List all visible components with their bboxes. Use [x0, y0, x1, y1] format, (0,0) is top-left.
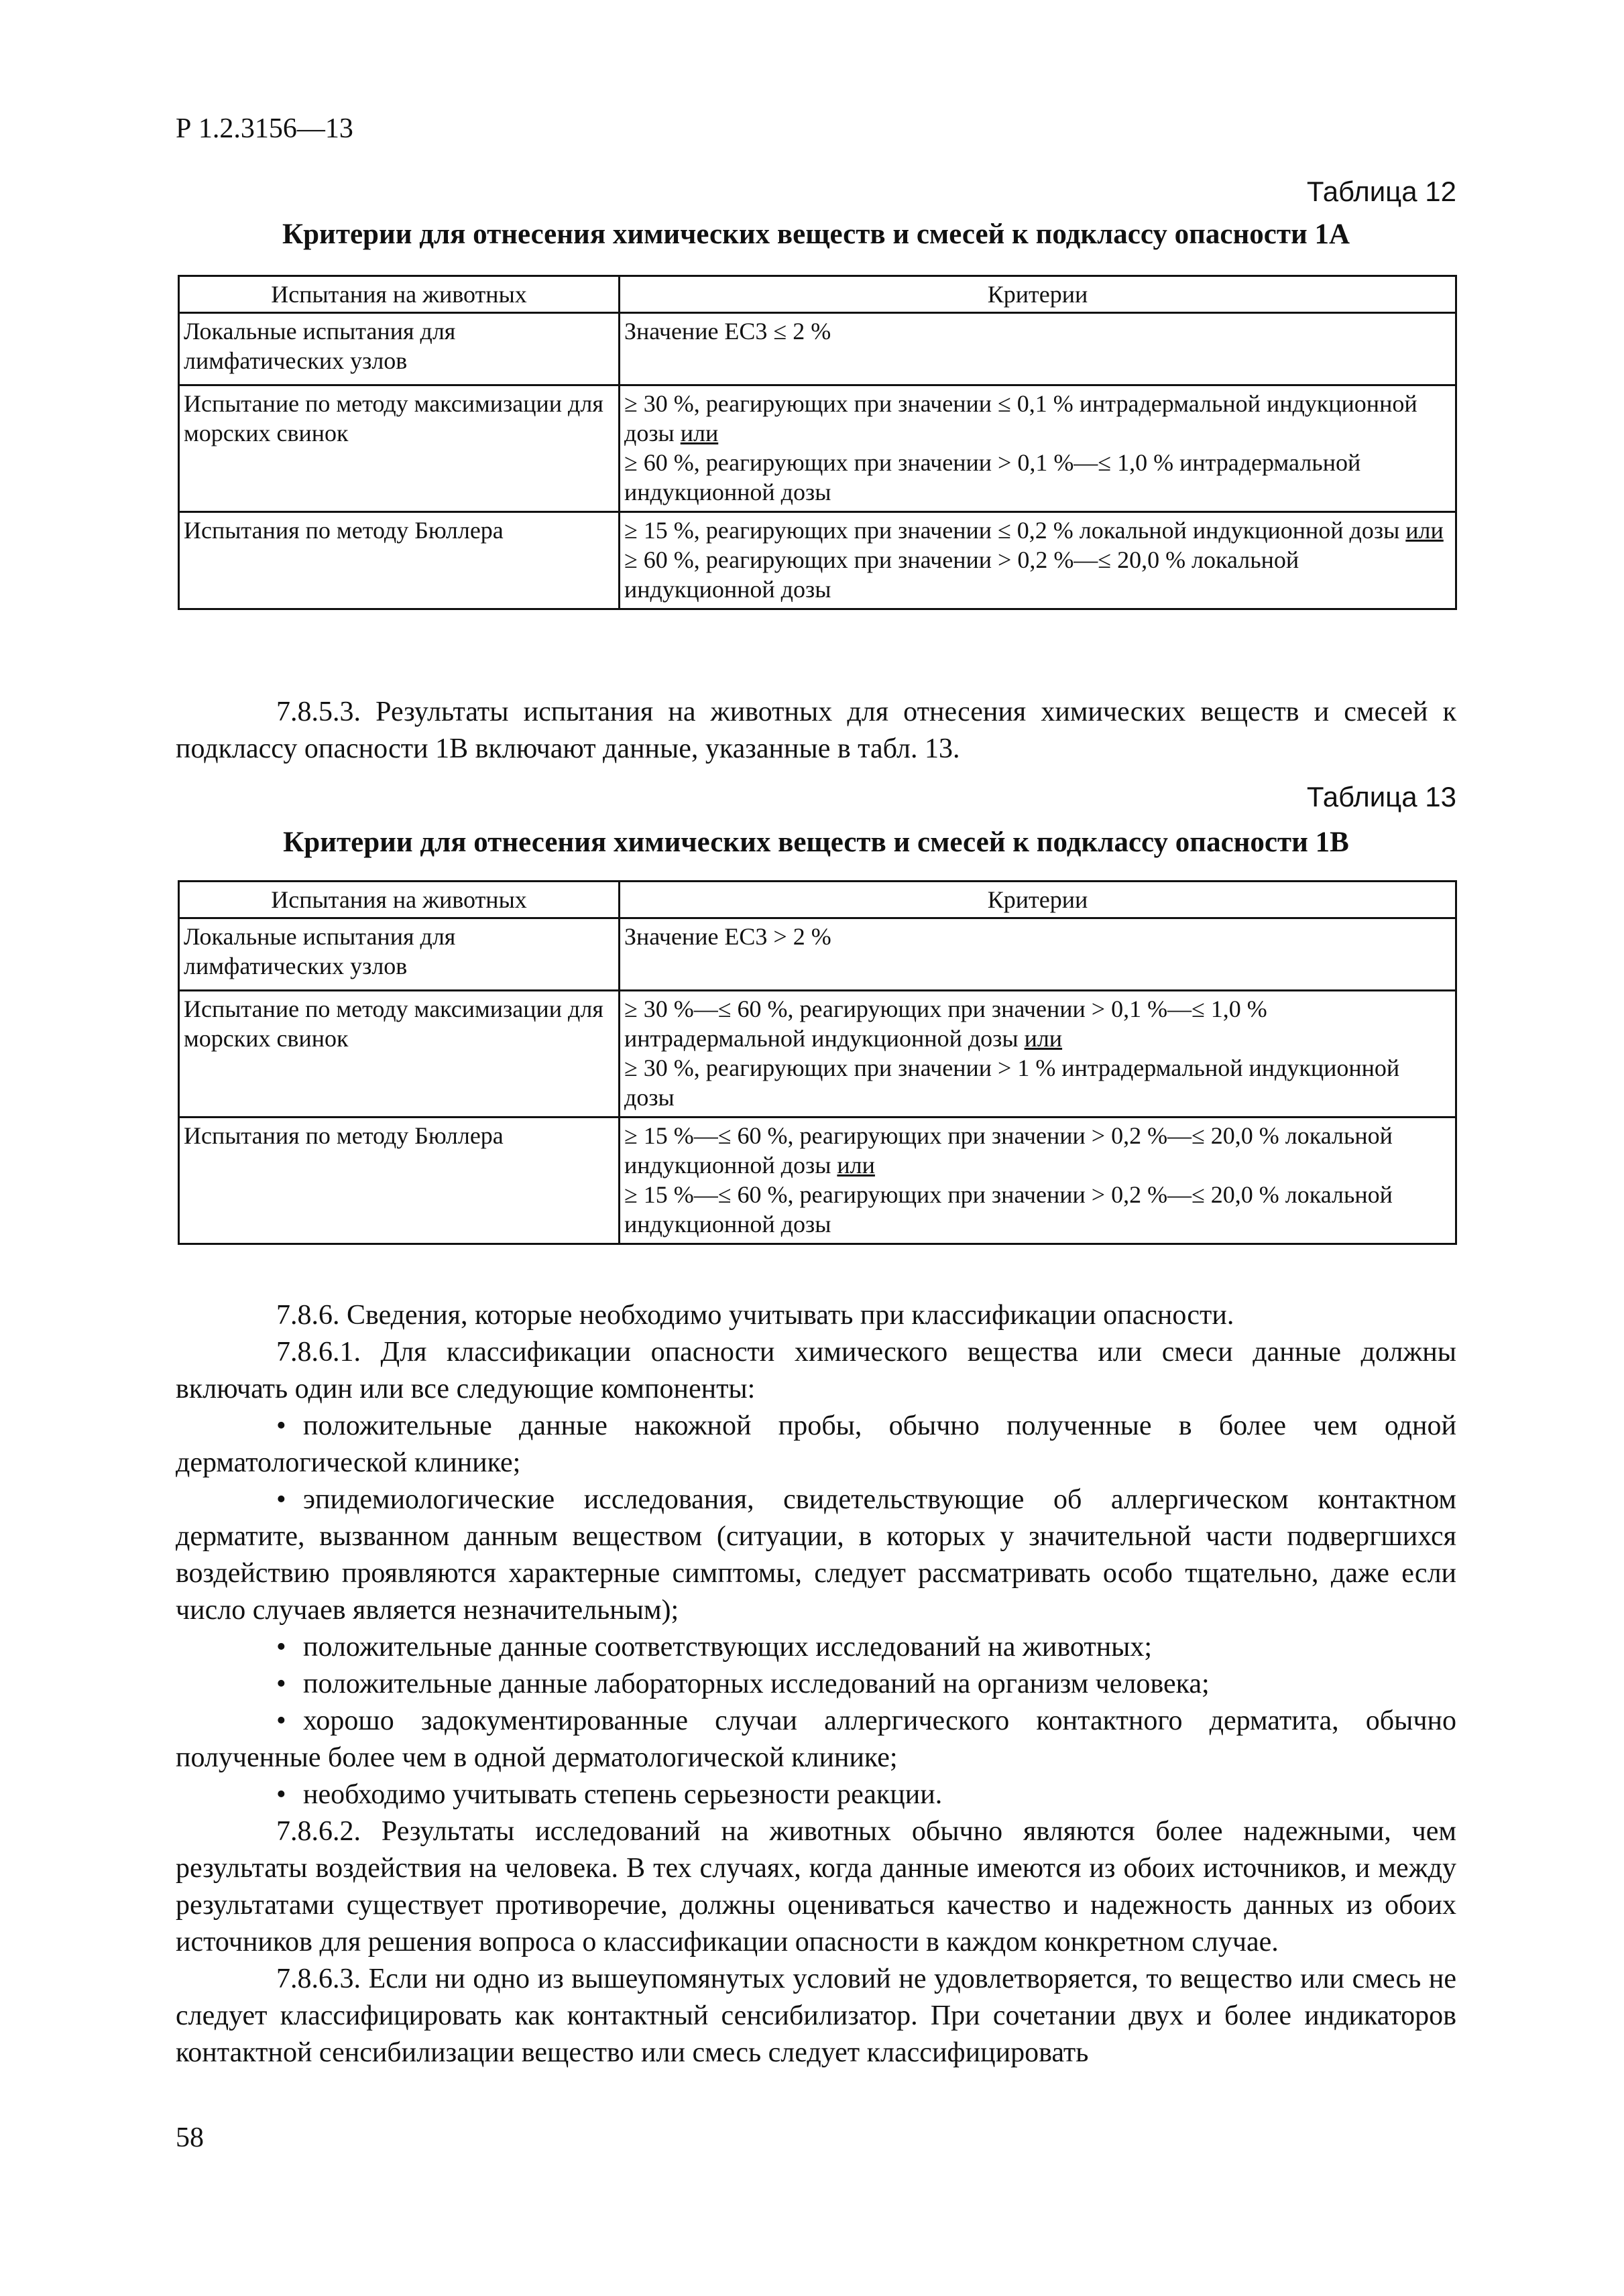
table-13-title: Критерии для отнесения химических веществ и смесей к подклассу опасности 1В	[283, 827, 1349, 858]
table-row	[179, 313, 1456, 385]
bullet-icon: •	[276, 1705, 286, 1736]
table-row	[179, 385, 1456, 512]
table-header-row	[179, 276, 1456, 313]
criteria-cell	[620, 991, 1456, 1117]
table-12	[178, 275, 1457, 610]
paragraph-7-8-6-1: 7.8.6.1. Для классификации опасности химического вещества или смеси данные должны включать один или все следующие компоненты:	[176, 1337, 1456, 1404]
criteria-cell	[620, 512, 1456, 609]
test-cell: Локальные испытания для лимфатических узлов	[179, 918, 620, 991]
criteria-text: ≥ 15 %—≤ 60 %, реагирующих при значении > 0,2 %—≤ 20,0 % локальной индукционной дозы	[624, 1122, 1393, 1179]
list-item	[176, 1703, 1456, 1776]
table-row	[179, 1117, 1456, 1244]
test-cell: Испытание по методу максимизации для морских свинок	[179, 991, 620, 1117]
paragraph-7-8-6-2: 7.8.6.2. Результаты исследований на животных обычно являются более надежными, чем результаты воздействия на человека. В тех случаях, когда данные имеются из обоих источников, и между результатами существует противоречие, должны оцениваться качество и надежность данных из обоих источников для решения вопроса о классификации опасности в каждом конкретном случае.	[176, 1816, 1456, 1957]
paragraph-7-8-5-3	[176, 694, 1456, 768]
criteria-cell	[620, 918, 1456, 991]
criteria-text: ≥ 60 %, реагирующих при значении > 0,1 %—≤ 1,0 % интрадермальной индукционной дозы	[624, 449, 1361, 505]
bullet-icon: •	[276, 1484, 286, 1515]
list-item	[176, 1776, 1456, 1813]
section-heading: 7.8.6. Сведения, которые необходимо учитывать при классификации опасности.	[276, 1300, 1234, 1331]
criteria-text: ≥ 30 %, реагирующих при значении > 1 % интрадермальной индукционной дозы	[624, 1054, 1400, 1111]
column-header-criteria: Критерии	[620, 276, 1456, 313]
criteria-text: Значение ЕС3 > 2 %	[624, 923, 831, 950]
list-item-text: положительные данные лабораторных исследований на организм человека;	[303, 1669, 1210, 1699]
bullet-icon: •	[276, 1632, 286, 1663]
list-item	[176, 1482, 1456, 1629]
table-13	[178, 880, 1457, 1245]
list-item	[176, 1629, 1456, 1666]
page-number: 58	[176, 2122, 204, 2153]
test-cell: Испытание по методу максимизации для морских свинок	[179, 385, 620, 512]
criteria-or-connector: или	[1024, 1025, 1063, 1052]
criteria-text: ≥ 60 %, реагирующих при значении > 0,2 %—≤ 20,0 % локальной индукционной дозы	[624, 546, 1299, 603]
table-row	[179, 991, 1456, 1117]
list-item-text: необходимо учитывать степень серьезности реакции.	[303, 1779, 943, 1810]
criteria-or-connector: или	[837, 1152, 875, 1179]
criteria-cell	[620, 1117, 1456, 1244]
criteria-text: ≥ 30 %—≤ 60 %, реагирующих при значении > 0,1 %—≤ 1,0 % интрадермальной индукционной дозы	[624, 995, 1267, 1052]
table-header-row	[179, 882, 1456, 918]
list-item-text: хорошо задокументированные случаи аллергического контактного дерматита, обычно полученные более чем в одной дерматологической клинике;	[176, 1705, 1456, 1773]
list-item-text: положительные данные соответствующих исследований на животных;	[303, 1632, 1153, 1663]
criteria-or-connector: или	[680, 420, 719, 446]
paragraph-text: 7.8.5.3. Результаты испытания на животных для отнесения химических веществ и смесей к подклассу опасности 1В включают данные, указанные в табл. 13.	[176, 697, 1456, 764]
criteria-cell	[620, 313, 1456, 385]
list-item-text: эпидемиологические исследования, свидетельствующие об аллергическом контактном дерматите, вызванном данным веществом (ситуации, в которых у значительной части подвергшихся воздействию проявляются характерные симптомы, следует рассматривать особо тщательно, даже если число случаев является незначительным);	[176, 1484, 1456, 1626]
column-header-tests: Испытания на животных	[179, 276, 620, 313]
table-12-title: Критерии для отнесения химических веществ и смесей к подклассу опасности 1А	[282, 219, 1350, 250]
column-header-tests: Испытания на животных	[179, 882, 620, 918]
table-row	[179, 918, 1456, 991]
paragraph-7-8-6-3: 7.8.6.3. Если ни одно из вышеупомянутых условий не удовлетворяется, то вещество или смесь не следует классифицировать как контактный сенсибилизатор. При сочетании двух и более индикаторов контактной сенсибилизации вещество или смесь следует классифицировать	[176, 1963, 1456, 2068]
table-12-label: Таблица 12	[1306, 176, 1456, 207]
criteria-text: ≥ 15 %—≤ 60 %, реагирующих при значении > 0,2 %—≤ 20,0 % локальной индукционной дозы	[624, 1181, 1393, 1237]
criteria-text: ≥ 30 %, реагирующих при значении ≤ 0,1 % интрадермальной индукционной дозы	[624, 390, 1417, 446]
section-7-8-6	[176, 1297, 1456, 2071]
table-13-label: Таблица 13	[1306, 781, 1456, 812]
test-cell: Локальные испытания для лимфатических узлов	[179, 313, 620, 385]
criteria-text: Значение ЕС3 ≤ 2 %	[624, 318, 831, 345]
table-row	[179, 512, 1456, 609]
bullet-icon: •	[276, 1410, 286, 1441]
test-cell: Испытания по методу Бюллера	[179, 1117, 620, 1244]
list-item-text: положительные данные накожной пробы, обычно полученные в более чем одной дерматологической клинике;	[176, 1410, 1456, 1478]
bullet-icon: •	[276, 1669, 286, 1699]
test-cell: Испытания по методу Бюллера	[179, 512, 620, 609]
list-item	[176, 1408, 1456, 1482]
list-item	[176, 1666, 1456, 1703]
criteria-text: ≥ 15 %, реагирующих при значении ≤ 0,2 % локальной индукционной дозы	[624, 517, 1400, 544]
criteria-or-connector: или	[1405, 517, 1444, 544]
document-code: Р 1.2.3156—13	[176, 113, 353, 144]
bullet-icon: •	[276, 1779, 286, 1810]
criteria-cell	[620, 385, 1456, 512]
column-header-criteria: Критерии	[620, 882, 1456, 918]
